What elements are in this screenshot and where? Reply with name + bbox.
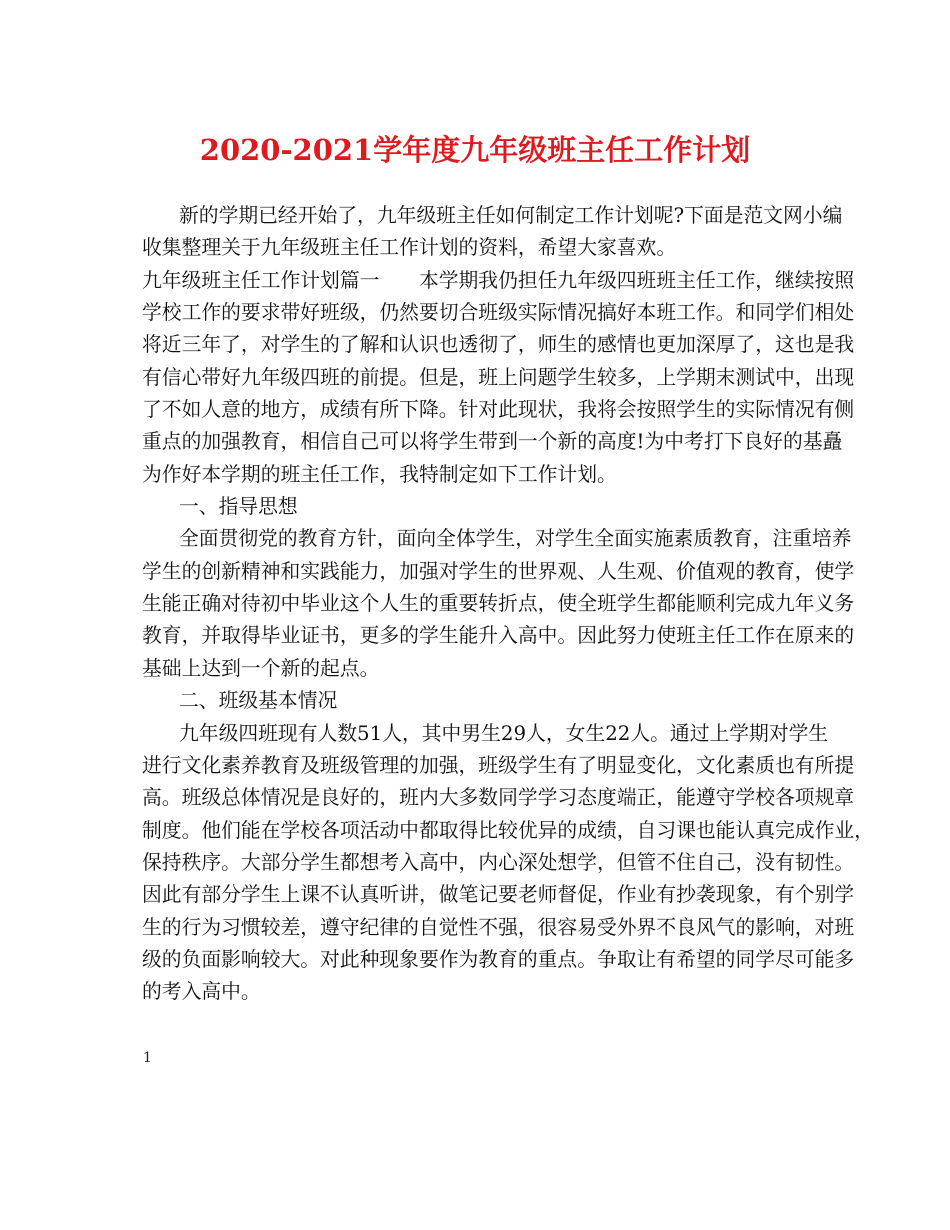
text-line: 因此有部分学生上课不认真听讲，做笔记要老师督促，作业有抄袭现象，有个别学 (142, 883, 855, 907)
document-body (142, 200, 874, 1009)
text-line: 生能正确对待初中毕业这个人生的重要转折点，使全班学生都能顺利完成九年义务 (142, 592, 855, 616)
text-line: 九年级班主任工作计划篇一 本学期我仍担任九年级四班班主任工作，继续按照 (142, 268, 855, 292)
page-number: 1 (143, 1050, 152, 1066)
text-line: 有信心带好九年级四班的前提。但是，班上问题学生较多，上学期末测试中，出现 (142, 365, 855, 389)
text-line: 生的行为习惯较差，遵守纪律的自觉性不强，很容易受外界不良风气的影响，对班 (142, 915, 855, 939)
text-line: 重点的加强教育，相信自己可以将学生带到一个新的高度!为中考打下良好的基矗 (142, 430, 843, 454)
text-line: 的考入高中。 (142, 980, 261, 1004)
text-line: 基础上达到一个新的起点。 (142, 656, 380, 680)
text-line: 高。班级总体情况是良好的，班内大多数同学学习态度端正，能遵守学校各项规章 (142, 786, 855, 810)
text-line: 收集整理关于九年级班主任工作计划的资料，希望大家喜欢。 (142, 236, 677, 260)
text-line: 将近三年了，对学生的了解和认识也透彻了，师生的感情也更加深厚了，这也是我 (142, 333, 855, 357)
document-title: 2020-2021学年度九年级班主任工作计划 (199, 133, 751, 167)
text-line: 教育，并取得毕业证书，更多的学生能升入高中。因此努力使班主任工作在原来的 (142, 624, 855, 648)
text-line: 了不如人意的地方，成绩有所下降。针对此现状，我将会按照学生的实际情况有侧 (142, 398, 855, 422)
text-line: 九年级四班现有人数51人，其中男生29人，女生22人。通过上学期对学生 (179, 721, 829, 745)
text-line: 级的负面影响较大。对此种现象要作为教育的重点。争取让有希望的同学尽可能多 (142, 947, 855, 971)
text-line: 制度。他们能在学校各项活动中都取得比较优异的成绩，自习课也能认真完成作业， (142, 818, 874, 842)
text-line: 学校工作的要求带好班级，仍然要切合班级实际情况搞好本班工作。和同学们相处 (142, 301, 855, 325)
text-line: 全面贯彻党的教育方针，面向全体学生，对学生全面实施素质教育，注重培养 (179, 527, 852, 551)
text-line: 新的学期已经开始了，九年级班主任如何制定工作计划呢?下面是范文网小编 (179, 204, 843, 227)
text-line: 为作好本学期的班主任工作，我特制定如下工作计划。 (142, 462, 617, 486)
text-line: 一、指导思想 (179, 495, 298, 519)
text-line: 二、班级基本情况 (179, 689, 338, 713)
text-line: 学生的创新精神和实践能力，加强对学生的世界观、人生观、价值观的教育，使学 (142, 559, 855, 583)
text-line: 进行文化素养教育及班级管理的加强，班级学生有了明显变化，文化素质也有所提 (142, 753, 855, 777)
text-line: 保持秩序。大部分学生都想考入高中，内心深处想学，但管不住自己，没有韧性。 (142, 850, 855, 874)
